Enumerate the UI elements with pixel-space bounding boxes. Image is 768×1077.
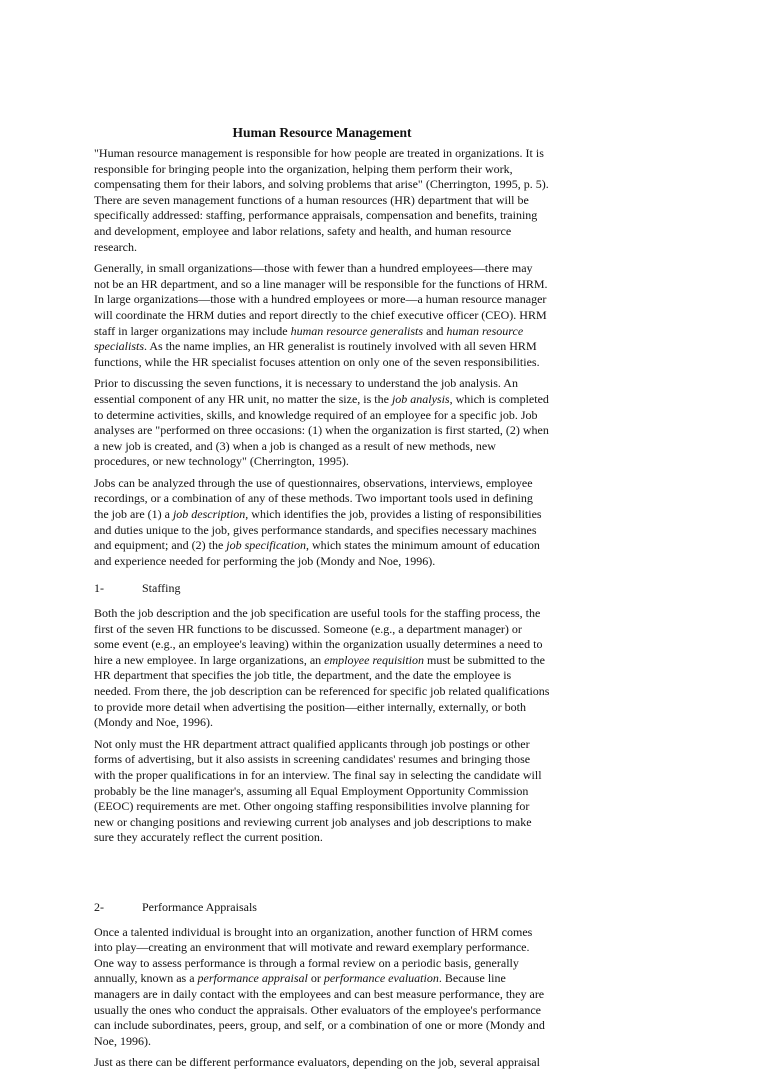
staffing-paragraph-2: Not only must the HR department attract qualified applicants through job postings or other forms of advertising, but it also assists in screening candidates' resumes and bringing those with the proper qualifications in for an interview. The final say in selecting the candidate will probably be the line manager's, assuming all Equal Employment Opportunity Commission (EEOC) requirements are met. Other ongoing staffing responsibilities involve planning for new or changing positions and reviewing current job analyses and job descriptions to make sure they accurately reflect the current position.	[94, 736, 542, 845]
term-job-specification: job specification	[226, 538, 306, 553]
section-number: 2-	[94, 899, 104, 914]
document-title: Human Resource Management	[232, 125, 412, 140]
term-employee-requisition: employee requisition	[324, 652, 425, 667]
appraisals-paragraph-2: Just as there can be different performance evaluators, depending on the job, several appraisal	[94, 1055, 540, 1070]
term-job-analysis: job analysis	[391, 391, 450, 406]
term-hr-generalists: human resource generalists	[290, 323, 424, 338]
intro-paragraph-4: Jobs can be analyzed through the use of questionnaires, observations, interviews, employee recordings, or a combination of any of these methods. Two important tools used in defining the job are (1) a job description, which identifies the job, provides a listing of responsibilities and duties unique to the job, gives performance standards, and specifies necessary machines and equipment; and (2) the job specification, which states the minimum amount of education and experience needed for performing the job (Mondy and Noe, 1996).	[94, 475, 542, 568]
section-number: 1-	[94, 581, 104, 596]
intro-paragraph-3: Prior to discussing the seven functions, it is necessary to understand the job analysis. An essential component of any HR unit, no matter the size, is the job analysis, which is completed to determine activities, skills, and knowledge required of an employee for a specific job. Job analyses are "performed on three occasions: (1) when the organization is first started, (2) when a new job is created, and (3) when a job is changed as a result of new methods, new procedures, or new technology" (Cherrington, 1995).	[94, 376, 549, 469]
intro-paragraph-2: Generally, in small organizations—those with fewer than a hundred employees—there may not be an HR department, and so a line manager will be responsible for the functions of HRM. In large organizations—those with a hundred employees or more—a human resource manager will coordinate the HRM duties and report directly to the chief executive officer (CEO). HRM staff in larger organizations may include human resource generalists and human resource specialists. As the name implies, an HR generalist is routinely involved with all seven HRM functions, while the HR specialist focuses attention on only one of the seven responsibilities.	[94, 261, 548, 369]
section-heading-staffing	[94, 581, 550, 597]
section-title: Performance Appraisals	[142, 899, 257, 914]
section-heading-performance-appraisals	[94, 900, 550, 916]
section-title: Staffing	[142, 581, 181, 596]
term-hr-specialists: human resource specialists	[94, 323, 524, 354]
intro-paragraph-1: "Human resource management is responsible for how people are treated in organizations. It is responsible for bringing people into the organization, helping them perform their work, compensating them for their labors, and solving problems that arise" (Cherrington, 1995, p. 5). There are seven management functions of a human resources (HR) department that will be specifically addressed: staffing, performance appraisals, compensation and benefits, training and development, employee and labor relations, safety and health, and human resource research.	[94, 146, 549, 254]
staffing-paragraph-1: Both the job description and the job specification are useful tools for the staffing process, the first of the seven HR functions to be discussed. Someone (e.g., a department manager) or some event (e.g., an employee's leaving) within the organization usually determines a need to hire a new employee. In large organizations, an employee requisition must be submitted to the HR department that specifies the job title, the department, and the date the employee is needed. From there, the job description can be referenced for specific job related qualifications to provide more detail when advertising the position—either internally, externally, or both (Mondy and Noe, 1996).	[94, 606, 550, 730]
section-spacer	[94, 852, 550, 888]
document-body	[94, 124, 550, 1077]
appraisals-paragraph-1: Once a talented individual is brought into an organization, another function of HRM comes into play—creating an environment that will motivate and reward exemplary performance. One way to assess performance is through a formal review on a periodic basis, generally annually, known as a performance appraisal or performance evaluation. Because line managers are in daily contact with the employees and can best measure performance, they are usually the ones who conduct the appraisals. Other evaluators of the employee's performance can include subordinates, peers, group, and self, or a combination of one or more (Mondy and Noe, 1996).	[94, 924, 545, 1048]
term-performance-appraisal: performance appraisal	[197, 971, 308, 986]
term-performance-evaluation: performance evaluation	[323, 971, 439, 986]
term-job-description: job description	[172, 507, 246, 522]
